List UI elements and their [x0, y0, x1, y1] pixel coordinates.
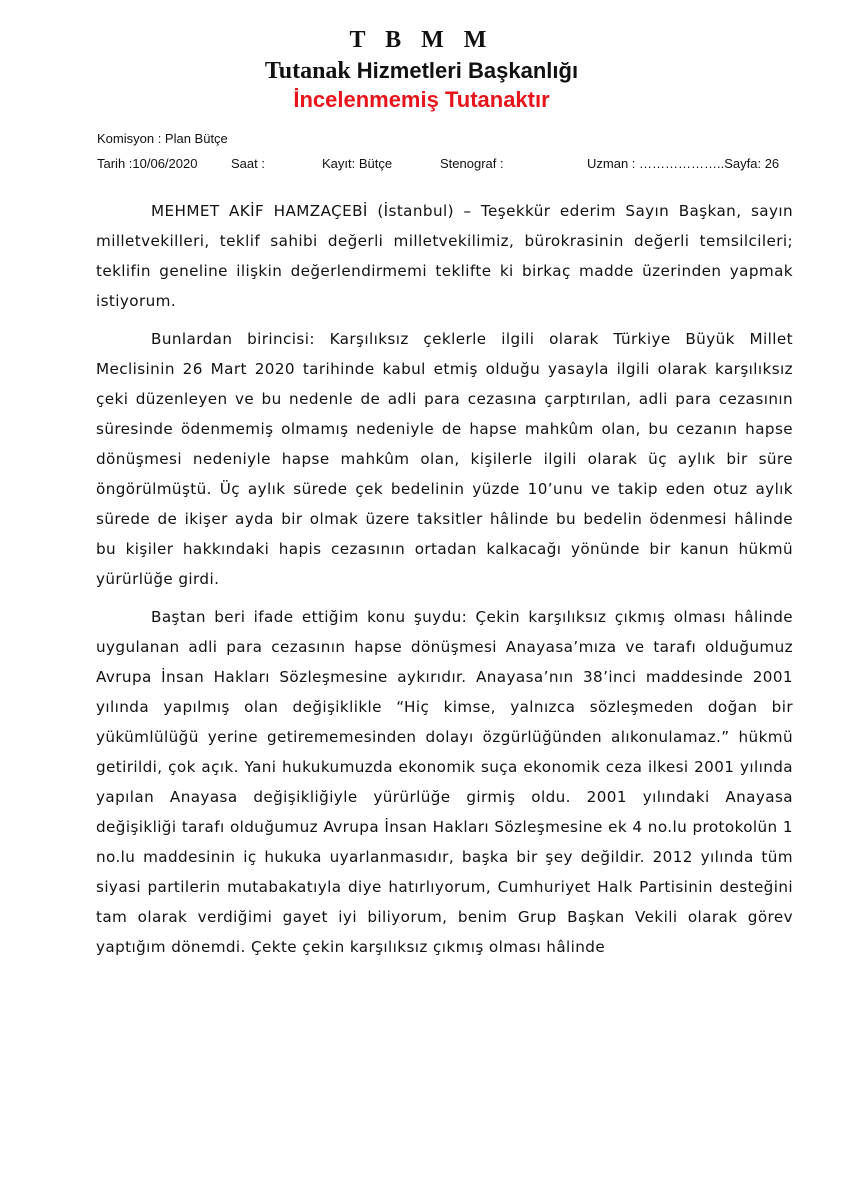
department-title	[0, 56, 843, 86]
expert-page-label: Uzman : ………………..Sayfa: 26	[587, 156, 780, 171]
paragraph-2: Bunlardan birincisi: Karşılıksız çeklerle ilgili olarak Türkiye Büyük Millet Meclisinin 26 Mart 2020 tarihinde kabul etmiş olduğu yasayla ilgili olarak karşılıksız çeki düzenleyen ve bu nedenle de adli para cezasına çarptırılan, adli para cezasının süresinde ödenmemiş olmamış nedeniyle de hapse mahkûm olan, bu cezanın hapse dönüşmesi nedeniyle hapse mahkûm olan, kişilerle ilgili olarak üç aylık bir süre öngörülmüştü. Üç aylık sürede çek bedelinin yüzde 10’unu ve takip eden otuz aylık sürede de ikişer ayda bir olmak üzere taksitler hâlinde bu bedelin ödenmesi hâlinde bu kişiler hakkındaki hapis cezasının ortadan kalkacağı yönünde bir kanun hükmü yürürlüğe girdi.	[96, 330, 793, 588]
commission-label: Komisyon : Plan Bütçe	[97, 131, 228, 146]
department-title-part2: Hizmetleri Başkanlığı	[356, 58, 579, 83]
date-label: Tarih :10/06/2020	[97, 156, 198, 171]
paragraph-3: Baştan beri ifade ettiğim konu şuydu: Çekin karşılıksız çıkmış olması hâlinde uygulanan adli para cezasının hapse dönüşmesi Anayasa’mıza ve tarafı olduğumuz Avrupa İnsan Hakları Sözleşmesine aykırıdır. Anayasa’nın 38’inci maddesinde 2001 yılında yapılmış olan değişiklikle “Hiç kimse, yalnızca sözleşmeden doğan bir yükümlülüğü yerine getirememesinden dolayı özgürlüğünden alıkonulamaz.” hükmü getirildi, çok açık. Yani hukukumuzda ekonomik suça ekonomik ceza ilkesi 2001 yılında yapılan Anayasa değişikliğiyle yürürlüğe girmiş oldu. 2001 yılındaki Anayasa değişikliği tarafı olduğumuz Avrupa İnsan Hakları Sözleşmesine ek 4 no.lu protokolün 1 no.lu maddesinin iç hukuka uyarlanmasıdır, başka bir şey değildir. 2012 yılında tüm siyasi partilerin mutabakatıyla diye hatırlıyorum, Cumhuriyet Halk Partisinin desteğini tam olarak verdiğimi gayet iyi biliyorum, benim Grup Başkan Vekili olarak görev yaptığım dönemdi. Çekte çekin karşılıksız çıkmış olması hâlinde	[96, 608, 793, 956]
department-title-part1: Tutanak	[264, 58, 351, 84]
time-label: Saat :	[231, 156, 265, 171]
transcript-body	[96, 196, 793, 970]
unreviewed-status: İncelenmemiş Tutanaktır	[293, 87, 550, 112]
organization-title: T B M M	[349, 27, 494, 53]
stenographer-label: Stenograf :	[440, 156, 504, 171]
paragraph-1: MEHMET AKİF HAMZAÇEBİ (İstanbul) – Teşekkür ederim Sayın Başkan, sayın milletvekilleri, teklif sahibi değerli milletvekilimiz, bürokrasinin değerli temsilcileri; teklifin geneline ilişkin değerlendirmemi teklifte ki birkaç madde üzerinden yapmak istiyorum.	[96, 202, 793, 310]
record-label: Kayıt: Bütçe	[322, 156, 393, 171]
